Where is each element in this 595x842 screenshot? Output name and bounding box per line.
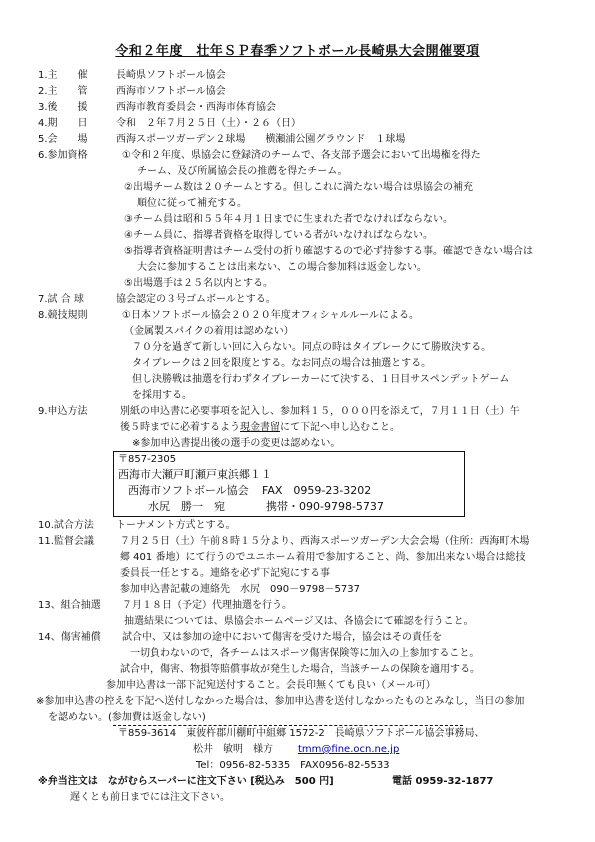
address-mobile: 携帯・090-9798-5737 <box>266 500 384 513</box>
note-line: を認めない。(参加費は返金しない) <box>48 712 206 723</box>
note-line: 参加申込書は一部下記宛送付すること。会長印無くても良い（メール可） <box>106 680 436 691</box>
item-value: 西海スポーツガーデン２球場 横瀬浦公園グラウンド １球場 <box>116 134 406 145</box>
item-eligibility-label: 6.参加資格 <box>38 150 88 161</box>
address-person: 水尻 勝一 宛 <box>148 500 225 513</box>
registered-mail-text: 現金書留 <box>240 422 280 433</box>
draw-line: ７月１８日（予定）代理抽選を行う。 <box>122 600 292 611</box>
office-phone: Tel：0956-82-5335 FAX0956-82-5533 <box>196 760 390 771</box>
meeting-line: 参加申込書記載の連絡先 水尻 090－9798－5737 <box>120 584 360 595</box>
address-street: 西海市大瀬戸町瀬戸東浜郷１１ <box>118 468 272 481</box>
application-text: 後５時までに必着するよう <box>120 422 240 433</box>
injury-line: 試合中、又は参加の途中において傷害を受けた場合，協会はその責任を <box>122 632 442 643</box>
address-zip: 〒857-2305 <box>118 454 177 465</box>
item-ball <box>38 294 276 306</box>
eligibility-line: チーム、及び所属協会長の推薦を得たチーム。 <box>137 166 348 177</box>
rules-line: 但し決勝戦は抽選を行わずタイブレーカーにて決する、１日目サスペンデットゲーム <box>132 374 510 385</box>
item-application-label: 9.申込方法 <box>38 406 88 417</box>
application-line <box>120 422 400 434</box>
item-draw-label: 13、組合抽選 <box>38 600 101 611</box>
office-contact-name: 松井 敏明 様方 <box>193 744 273 755</box>
rules-line: （金属製スパイクの着用は認めない） <box>124 326 294 337</box>
address-box <box>113 451 465 517</box>
eligibility-line: ③チーム員は昭和５５年４月１日までに生まれた者でなければならない。 <box>124 214 453 225</box>
meeting-line: 委員長一任とする。連絡を必ず下記宛にする事 <box>120 568 330 579</box>
item-label: 10.試合方法 <box>38 520 94 531</box>
item-value: 西海市ソフトボール協会 <box>116 86 226 97</box>
address-org: 西海市ソフトボール協会 <box>128 484 249 497</box>
item-label: 7.試 合 球 <box>38 294 84 305</box>
item-rules-label: 8.競技規則 <box>38 310 88 321</box>
item-injury-label: 14、傷害補償 <box>38 632 101 643</box>
item-label: 4.期 日 <box>38 118 88 129</box>
eligibility-line: ②出場チーム数は２０チームとする。但しこれに満たない場合は県協会の補充 <box>124 182 473 193</box>
item-label: 3.後 援 <box>38 102 88 113</box>
meeting-line: 郷 401 番地）にて行うのでユニホーム着用で参加すること、尚、参加出来ない場合は総技 <box>120 552 526 563</box>
eligibility-line: ①令和２年度、県協会に登録済のチームで、各支部予選会において出場権を得た <box>122 150 481 161</box>
item-organizer <box>38 70 226 82</box>
eligibility-line: 大会に参加することは出来ない、この場合参加料は返金しない。 <box>137 262 427 273</box>
lunch-order-note: ※弁当注文は ながむらスーパーに注文下さい [税込み 500 円] <box>38 776 334 787</box>
note-line: ※参加申込書の控えを下記へ送付しなかった場合は、参加申込書を送付しなかったものとみなし，当日の参加 <box>36 696 525 707</box>
eligibility-line: 順位に従って補充する。 <box>137 198 247 209</box>
item-value: 西海市教育委員会・西海市体育協会 <box>116 102 276 113</box>
item-value: 協会認定の３号ゴムボールとする。 <box>116 294 276 305</box>
item-support <box>38 102 276 114</box>
item-label: 2.主 管 <box>38 86 88 97</box>
item-label: 1.主 催 <box>38 70 88 81</box>
draw-line: 抽選結果については、県協会ホームページ又は、各協会にて確認を行うこと。 <box>124 616 474 627</box>
injury-line: 一切負わないので，各チームはスポーツ傷害保険等に加入の上参加すること。 <box>130 648 480 659</box>
page-title: 令和２年度 壮年ＳＰ春季ソフトボール長崎県大会開催要項 <box>115 44 480 59</box>
item-manager <box>38 86 226 98</box>
application-line: 別紙の申込書に必要事項を記入し、参加料１５，０００円を添えて，７月１１日（土）午 <box>120 406 520 417</box>
divider <box>113 725 463 726</box>
item-label: 5.会 場 <box>38 134 88 145</box>
eligibility-line: ⑤指導者資格証明書はチーム受付の折り確認するので必ず持参する事。確認できない場合は <box>124 246 533 257</box>
eligibility-line: ⑤出場選手は２５名以内とする。 <box>124 278 273 289</box>
meeting-line: ７月２５日（土）午前８時１５分より、西海スポーツガーデン大会会場（住所：西海町木場 <box>120 536 530 547</box>
rules-line: タイブレークは２回を限度とする。なお同点の場合は抽選とする。 <box>132 358 432 369</box>
item-venue <box>38 134 405 146</box>
item-value: 令和 ２年７月２５日（土）・２６（日） <box>116 118 301 129</box>
rules-line: ７０分を過ぎて新しい回に入らない。同点の時はタイブレークにて勝敗決する。 <box>132 342 492 353</box>
rules-line: ①日本ソフトボール協会２０２０年度オフィシャルルールによる。 <box>122 310 420 321</box>
lunch-order-phone: 電話 0959-32-1877 <box>392 776 494 787</box>
item-value: 長崎県ソフトボール協会 <box>116 70 226 81</box>
item-value: トーナメント方式とする。 <box>116 520 236 531</box>
eligibility-line: ④チーム員に、指導者資格を取得している者がいなければならない。 <box>124 230 433 241</box>
lunch-order-deadline: 遅くとも前日までには注文下さい。 <box>70 792 230 803</box>
item-meeting-label: 11.監督会議 <box>38 536 94 547</box>
injury-line: 試合中，傷害、物損等賠償事故が発生した場合，当該チームの保険を適用する。 <box>120 664 480 675</box>
rules-line: を採用する。 <box>132 390 192 401</box>
item-format <box>38 520 236 532</box>
address-fax: FAX 0959-23-3202 <box>262 484 372 497</box>
item-date <box>38 118 301 130</box>
application-note: ※参加申込書提出後の選手の変更は認めない。 <box>132 438 341 449</box>
application-text: にて下記へ申し込むこと。 <box>280 422 400 433</box>
office-address: 〒859-3614 東彼杵郡川棚町中組郷 1572-2 長崎県ソフトボール協会事務局、 <box>118 728 485 739</box>
office-email-link[interactable]: tmm@fine.ocn.ne.jp <box>298 744 400 755</box>
